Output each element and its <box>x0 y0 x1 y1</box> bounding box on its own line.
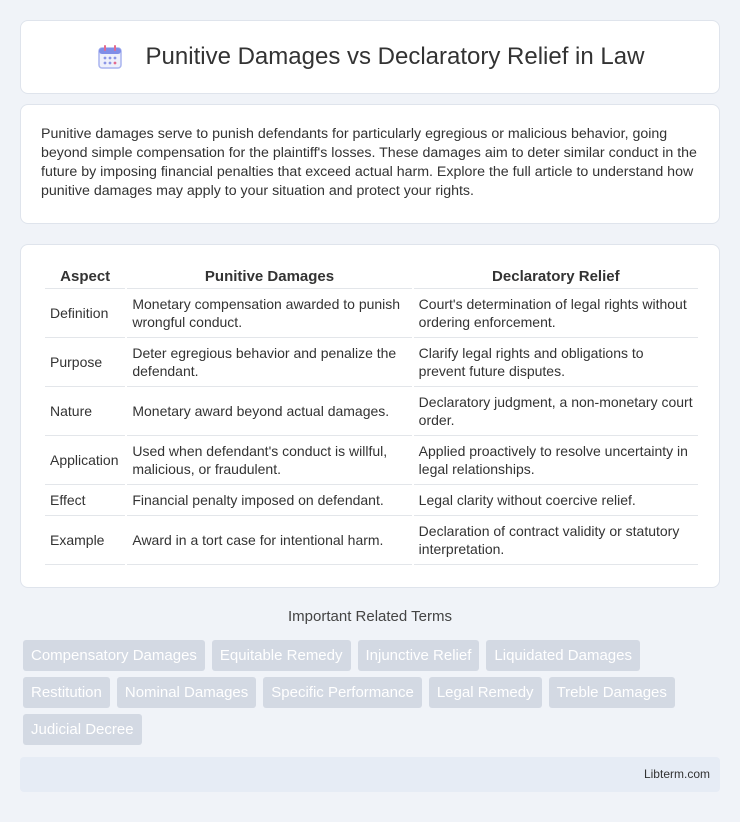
table-row <box>45 485 698 516</box>
tag-restitution[interactable]: Restitution <box>23 677 110 708</box>
row-aspect: Purpose <box>45 338 125 387</box>
table-row <box>45 387 698 436</box>
comparison-card <box>20 244 720 588</box>
row-punitive: Award in a tort case for intentional harm. <box>127 516 411 565</box>
tag-treble-damages[interactable]: Treble Damages <box>549 677 675 708</box>
table-header-row <box>45 265 698 289</box>
footer-site-link[interactable]: Libterm.com <box>643 767 710 781</box>
row-punitive: Used when defendant's conduct is willful, malicious, or fraudulent. <box>127 436 411 485</box>
row-aspect: Nature <box>45 387 125 436</box>
row-punitive: Monetary compensation awarded to punish wrongful conduct. <box>127 289 411 338</box>
tag-equitable-remedy[interactable]: Equitable Remedy <box>212 640 351 671</box>
table-row <box>45 436 698 485</box>
row-declaratory: Legal clarity without coercive relief. <box>414 485 698 516</box>
row-declaratory: Applied proactively to resolve uncertainty in legal relationships. <box>414 436 698 485</box>
related-terms-heading: Important Related Terms <box>288 608 452 625</box>
row-declaratory: Clarify legal rights and obligations to prevent future disputes. <box>414 338 698 387</box>
header-aspect: Aspect <box>45 265 125 289</box>
related-terms-list <box>23 640 723 751</box>
tag-liquidated-damages[interactable]: Liquidated Damages <box>486 640 640 671</box>
footer <box>20 757 720 792</box>
row-aspect: Application <box>45 436 125 485</box>
header-punitive-damages: Punitive Damages <box>127 265 411 289</box>
title-card <box>20 20 720 94</box>
tag-legal-remedy[interactable]: Legal Remedy <box>429 677 542 708</box>
row-declaratory: Declaratory judgment, a non-monetary court order. <box>414 387 698 436</box>
row-aspect: Effect <box>45 485 125 516</box>
row-punitive: Deter egregious behavior and penalize the defendant. <box>127 338 411 387</box>
tag-injunctive-relief[interactable]: Injunctive Relief <box>358 640 480 671</box>
row-punitive: Financial penalty imposed on defendant. <box>127 485 411 516</box>
intro-text: Punitive damages serve to punish defendants for particularly egregious or malicious behavior, going beyond simple compensation for the plaintiff's losses. These damages aim to deter similar conduct in the future by imposing financial penalties that exceed actual harm. Explore the full article to understand how punitive damages may apply to your situation and protect your rights. <box>41 126 697 199</box>
page-title: Punitive Damages vs Declaratory Relief in Law <box>145 43 645 70</box>
row-aspect: Example <box>45 516 125 565</box>
row-declaratory: Declaration of contract validity or statutory interpretation. <box>414 516 698 565</box>
row-aspect: Definition <box>45 289 125 338</box>
header-declaratory-relief: Declaratory Relief <box>414 265 698 289</box>
intro-card <box>20 104 720 224</box>
table-row <box>45 338 698 387</box>
comparison-table <box>43 265 700 565</box>
row-punitive: Monetary award beyond actual damages. <box>127 387 411 436</box>
table-row <box>45 516 698 565</box>
tag-specific-performance[interactable]: Specific Performance <box>263 677 422 708</box>
table-row <box>45 289 698 338</box>
tag-compensatory-damages[interactable]: Compensatory Damages <box>23 640 205 671</box>
tag-nominal-damages[interactable]: Nominal Damages <box>117 677 256 708</box>
tag-judicial-decree[interactable]: Judicial Decree <box>23 714 142 745</box>
row-declaratory: Court's determination of legal rights without ordering enforcement. <box>414 289 698 338</box>
calendar-icon <box>96 43 124 71</box>
